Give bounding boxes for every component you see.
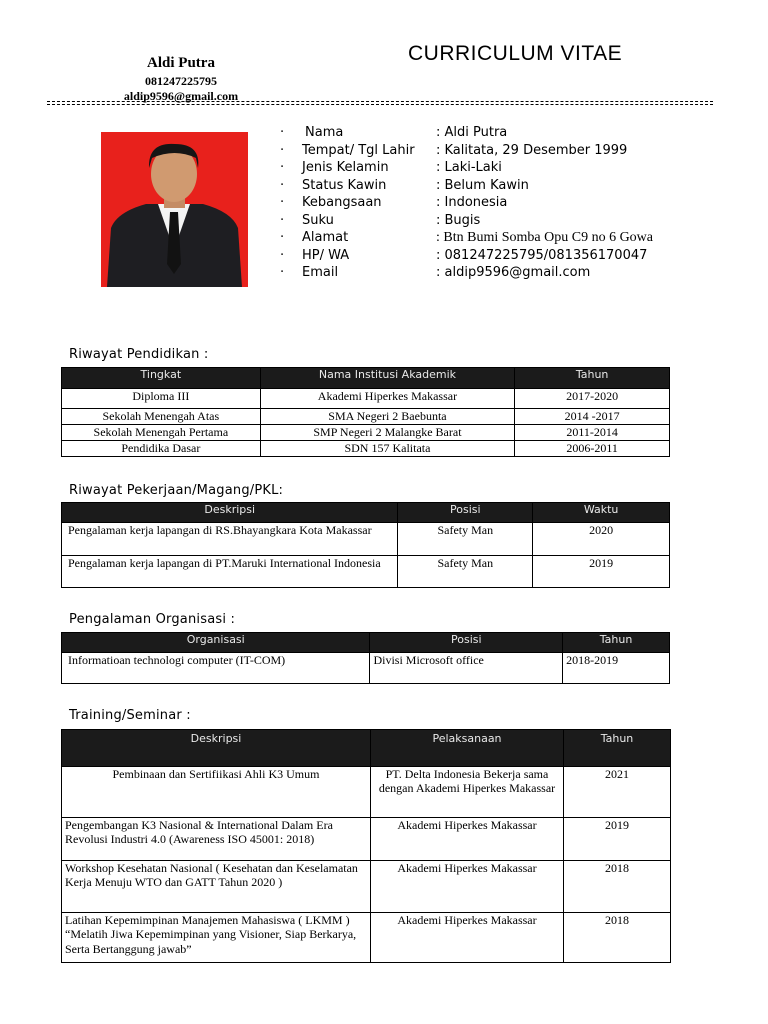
table-row — [62, 818, 671, 861]
table-row — [62, 653, 670, 684]
info-label: HP/ WA — [302, 247, 350, 263]
column-header: Deskripsi — [62, 503, 398, 523]
table-cell: Divisi Microsoft office — [370, 653, 563, 684]
header-divider — [47, 101, 713, 102]
table-cell: 2019 — [564, 818, 671, 861]
info-label: Status Kawin — [302, 177, 387, 193]
table-cell: PT. Delta Indonesia Bekerja sama dengan Akademi Hiperkes Makassar — [371, 767, 564, 818]
info-label: Suku — [302, 212, 334, 228]
table-header-row — [62, 368, 670, 389]
table-row — [62, 523, 670, 556]
bullet: · — [280, 125, 285, 140]
column-header: Tahun — [564, 730, 671, 767]
table-cell: Sekolah Menengah Pertama — [62, 425, 261, 441]
education-heading: Riwayat Pendidikan : — [69, 347, 209, 362]
table-row — [62, 389, 670, 409]
info-label: Email — [302, 265, 339, 280]
bullet: · — [280, 142, 285, 158]
table-cell: Pengembangan K3 Nasional & International Dalam Era Revolusi Industri 4.0 (Awareness ISO 45001: 2018) — [62, 818, 371, 861]
bullet: · — [280, 247, 285, 263]
column-header: Tingkat — [62, 368, 261, 389]
column-header: Organisasi — [62, 633, 370, 653]
info-value: : Bugis — [436, 212, 481, 228]
info-value: : Indonesia — [436, 195, 508, 210]
info-label: Alamat — [302, 230, 349, 245]
info-label: Nama — [305, 125, 344, 140]
table-header-row — [62, 633, 670, 653]
bullet: · — [280, 195, 285, 210]
work-heading: Riwayat Pekerjaan/Magang/PKL: — [69, 483, 284, 498]
info-label: Tempat/ Tgl Lahir — [302, 142, 415, 158]
table-cell: Akademi Hiperkes Makassar — [371, 861, 564, 913]
training-table — [61, 729, 671, 963]
table-cell: 2014 -2017 — [515, 409, 670, 425]
header-divider-2 — [47, 104, 713, 105]
table-cell: SMP Negeri 2 Malangke Barat — [260, 425, 515, 441]
document-title: CURRICULUM VITAE — [408, 42, 623, 65]
table-cell: 2017-2020 — [515, 389, 670, 409]
table-cell: Akademi Hiperkes Makassar — [371, 913, 564, 963]
table-cell: Safety Man — [398, 556, 533, 588]
bullet: · — [280, 265, 285, 280]
table-cell: 2021 — [564, 767, 671, 818]
info-value: : 081247225795/081356170047 — [436, 247, 648, 263]
table-cell: SMA Negeri 2 Baebunta — [260, 409, 515, 425]
table-cell: 2018-2019 — [563, 653, 670, 684]
info-label: Jenis Kelamin — [302, 160, 389, 175]
table-cell: 2018 — [564, 861, 671, 913]
bullet: · — [280, 160, 285, 175]
table-cell: Akademi Hiperkes Makassar — [260, 389, 515, 409]
column-header: Tahun — [563, 633, 670, 653]
column-header: Posisi — [370, 633, 563, 653]
column-header: Nama Institusi Akademik — [260, 368, 515, 389]
organization-heading: Pengalaman Organisasi : — [69, 612, 236, 627]
table-cell: SDN 157 Kalitata — [260, 441, 515, 457]
table-cell: 2011-2014 — [515, 425, 670, 441]
table-cell: Informatioan technologi computer (IT-COM) — [62, 653, 370, 684]
education-table — [61, 367, 670, 457]
table-row — [62, 913, 671, 963]
table-row — [62, 767, 671, 818]
column-header: Tahun — [515, 368, 670, 389]
profile-photo — [101, 132, 248, 287]
info-value: : Laki-Laki — [436, 160, 502, 175]
table-cell: 2019 — [533, 556, 670, 588]
table-cell: Workshop Kesehatan Nasional ( Kesehatan dan Keselamatan Kerja Menuju WTO dan GATT Tahun 2020 ) — [62, 861, 371, 913]
table-row — [62, 861, 671, 913]
bullet: · — [280, 212, 285, 228]
table-cell: Latihan Kepemimpinan Manajemen Mahasiswa ( LKMM ) “Melatih Jiwa Kepemimpinan yang Visioner, Siap Berkarya, Serta Bertanggung jawab” — [62, 913, 371, 963]
column-header: Waktu — [533, 503, 670, 523]
table-cell: Pembinaan dan Sertifiikasi Ahli K3 Umum — [62, 767, 371, 818]
info-label: Kebangsaan — [302, 195, 382, 210]
info-value: : Kalitata, 29 Desember 1999 — [436, 142, 628, 158]
table-cell: Sekolah Menengah Atas — [62, 409, 261, 425]
table-row — [62, 409, 670, 425]
column-header: Posisi — [398, 503, 533, 523]
organization-table — [61, 632, 670, 684]
cv-owner-name: Aldi Putra — [147, 55, 215, 71]
table-cell: Pengalaman kerja lapangan di PT.Maruki International Indonesia — [62, 556, 398, 588]
column-header: Deskripsi — [62, 730, 371, 767]
info-value: : aldip9596@gmail.com — [436, 265, 591, 280]
bullet: · — [280, 177, 285, 193]
column-header: Pelaksanaan — [371, 730, 564, 767]
table-header-row — [62, 503, 670, 523]
table-cell: Diploma III — [62, 389, 261, 409]
table-cell: Safety Man — [398, 523, 533, 556]
info-value: : Belum Kawin — [436, 177, 529, 193]
header-email: aldip9596@gmail.com — [123, 89, 239, 103]
table-header-row — [62, 730, 671, 767]
table-cell: Pengalaman kerja lapangan di RS.Bhayangkara Kota Makassar — [62, 523, 398, 556]
table-row — [62, 441, 670, 457]
header-phone: 081247225795 — [145, 74, 217, 88]
info-value: : Btn Bumi Somba Opu C9 no 6 Gowa — [436, 230, 654, 245]
table-cell: Pendidika Dasar — [62, 441, 261, 457]
bullet: · — [280, 230, 285, 245]
table-cell: 2006-2011 — [515, 441, 670, 457]
training-heading: Training/Seminar : — [69, 708, 191, 723]
table-cell: Akademi Hiperkes Makassar — [371, 818, 564, 861]
work-table — [61, 502, 670, 588]
table-cell: 2020 — [533, 523, 670, 556]
table-row — [62, 556, 670, 588]
table-row — [62, 425, 670, 441]
table-cell: 2018 — [564, 913, 671, 963]
info-value: : Aldi Putra — [436, 125, 508, 140]
